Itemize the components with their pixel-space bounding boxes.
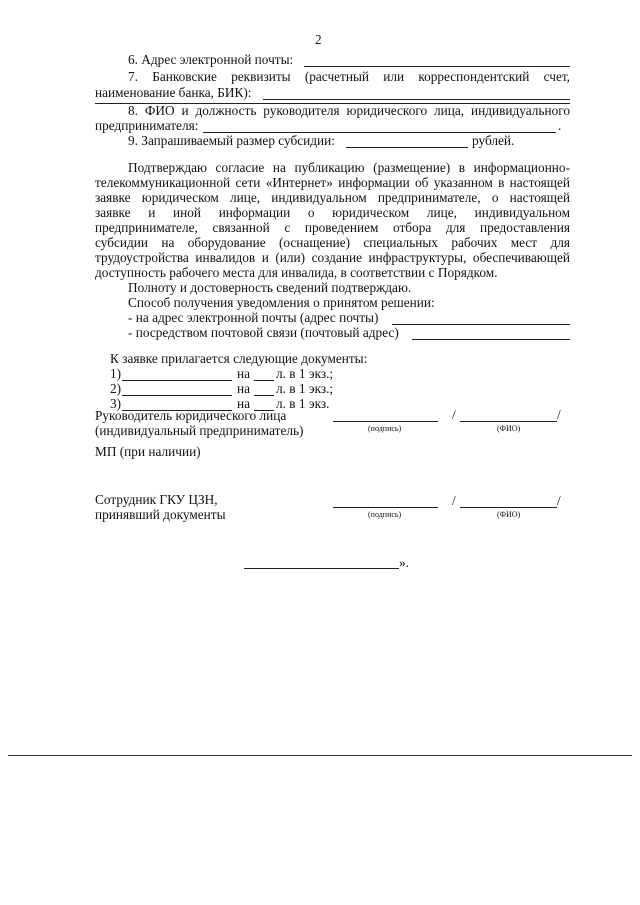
attachment-on: на <box>237 381 251 396</box>
staff-signature-title-2: принявший документы <box>95 507 226 522</box>
attachment-name-line <box>122 395 232 396</box>
bank-fill-line1 <box>263 99 570 100</box>
closing-quote: ». <box>399 555 409 570</box>
attachments-title: К заявке прилагается следующие документы: <box>110 351 368 366</box>
subsidy-label: 9. Запрашиваемый размер субсидии: <box>128 133 335 148</box>
consent-line-8: доступность рабочего места для инвалида, в соответствии с Порядком. <box>95 265 498 280</box>
notify-title: Способ получения уведомления о принятом решении: <box>128 295 435 310</box>
staff-slash-left: / <box>452 493 456 508</box>
attachment-number: 2) <box>110 381 122 396</box>
consent-line-6: субсидии на оборудование (оснащение) специальных рабочих мест для <box>95 235 570 250</box>
head-signature-title-1: Руководитель юридического лица <box>95 408 287 423</box>
head-name-line <box>460 421 557 422</box>
email-label: 6. Адрес электронной почты: <box>128 52 294 67</box>
attachment-pages-line <box>254 380 274 381</box>
attachment-number: 1) <box>110 366 122 381</box>
consent-line-1: Подтверждаю согласие на публикацию (размещение) в информационно- <box>128 160 570 175</box>
staff-name-caption: (ФИО) <box>497 510 521 519</box>
consent-line-7: трудоустройства инвалидов и (или) создание инфраструктуры, обеспечивающей <box>95 250 570 265</box>
attachment-suffix: л. в 1 экз.; <box>276 366 334 381</box>
head-label-line2: предпринимателя: <box>95 118 199 133</box>
notify-email-fill-line <box>392 324 570 325</box>
closing-line <box>244 568 399 569</box>
head-slash-right: / <box>557 407 561 422</box>
attachment-suffix: л. в 1 экз.; <box>276 381 334 396</box>
head-signature-line <box>333 421 438 422</box>
notify-email-option: - на адрес электронной почты (адрес почты) <box>128 310 379 325</box>
attachment-name-line <box>122 380 232 381</box>
attachment-on: на <box>237 366 251 381</box>
staff-signature-line <box>333 507 438 508</box>
head-label-line1: 8. ФИО и должность руководителя юридического лица, индивидуального <box>128 103 570 118</box>
head-slash-left: / <box>452 407 456 422</box>
head-signature-title-2: (индивидуальный предприниматель) <box>95 423 304 438</box>
email-fill-line <box>304 66 570 67</box>
attachment-suffix: л. в 1 экз. <box>276 396 330 411</box>
staff-name-line <box>460 507 557 508</box>
staff-signature-title-1: Сотрудник ГКУ ЦЗН, <box>95 492 218 507</box>
staff-signature-caption: (подпись) <box>368 510 402 519</box>
attachment-on: на <box>237 396 251 411</box>
consent-line-3: заявке юридическом лице, индивидуальном предпринимателе, о настоящей <box>95 190 570 205</box>
attachment-number: 3) <box>110 396 122 411</box>
staff-slash-right: / <box>557 493 561 508</box>
subsidy-unit: рублей. <box>472 133 515 148</box>
bank-label-line1: 7. Банковские реквизиты (расчетный или корреспондентский счет, <box>128 69 570 84</box>
subsidy-fill-line <box>346 147 468 148</box>
consent-line-2: телекоммуникационной сети «Интернет» информации об указанном в настоящей <box>95 175 570 190</box>
accuracy-statement: Полноту и достоверность сведений подтверждаю. <box>128 280 412 295</box>
footer-divider <box>8 755 632 756</box>
notify-post-option: - посредством почтовой связи (почтовый адрес) <box>128 325 399 340</box>
head-signature-caption: (подпись) <box>368 424 402 433</box>
notify-post-fill-line <box>412 339 570 340</box>
head-name-caption: (ФИО) <box>497 424 521 433</box>
head-dot: . <box>558 118 562 133</box>
consent-line-5: предпринимателе, связанной с проведением отбора для предоставления <box>95 220 570 235</box>
bank-label-line2: наименование банка, БИК): <box>95 85 252 100</box>
consent-line-4: заявке и иной информации о юридическом лице, индивидуальном <box>95 205 570 220</box>
stamp-label: МП (при наличии) <box>95 444 201 459</box>
attachment-pages-line <box>254 395 274 396</box>
page-number: 2 <box>315 32 322 47</box>
